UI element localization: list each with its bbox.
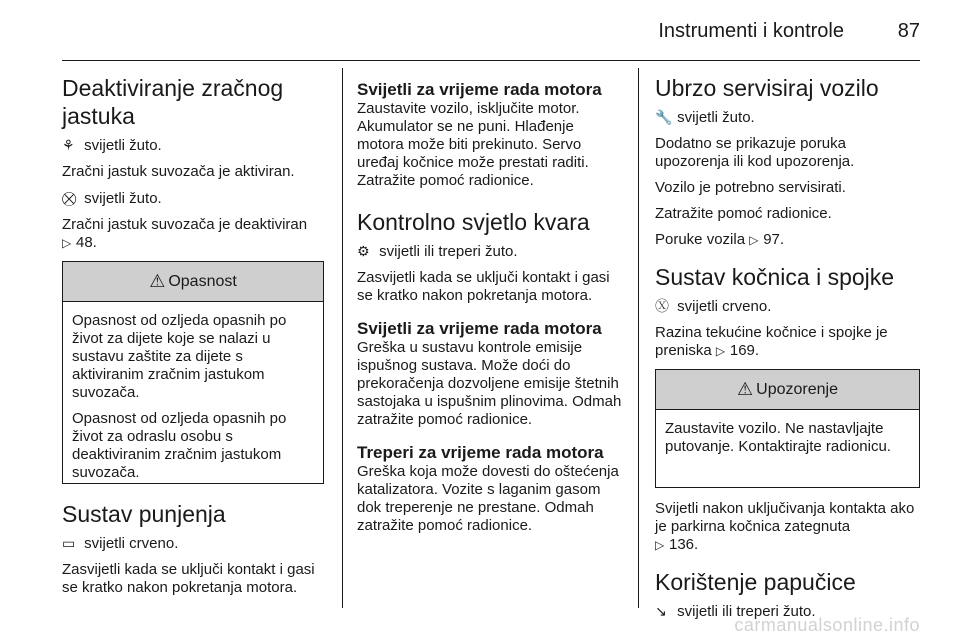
warning-box — [62, 261, 324, 484]
column-divider — [342, 68, 343, 608]
reference-arrow-icon: ▷ — [62, 236, 72, 250]
airbag-off-icon: ⛒ — [62, 190, 77, 206]
heading-malfunction-light: Kontrolno svjetlo kvara — [357, 209, 590, 235]
heading-service-soon: Ubrzo servisiraj vozilo — [655, 75, 879, 101]
warning-text: Opasnost od ozljeda opasnih po život za dijete koje se nalazi u sustavu zaštite za dijete s aktiviranim zračnim jastukom suvozača. — [72, 312, 287, 401]
page-reference[interactable]: 136. — [669, 536, 699, 553]
paragraph: ↘ svijetli ili treperi žuto. — [655, 603, 816, 620]
reference-arrow-icon: ▷ — [655, 538, 665, 552]
subheading: Treperi za vrijeme rada motora — [357, 443, 604, 462]
engine-icon: ⚙ — [357, 243, 370, 259]
paragraph: ⚙ svijetli ili treperi žuto. — [357, 243, 518, 260]
paragraph: Zasvijetli kada se uključi kontakt i gasi se kratko nakon pokretanja motora. — [357, 269, 610, 304]
section-title: Instrumenti i kontrole — [658, 20, 844, 42]
column-left — [62, 74, 324, 597]
caution-box-header — [656, 370, 919, 410]
paragraph: Zračni jastuk suvozača je deaktiviran ▷ 48. — [62, 216, 308, 251]
paragraph: Ⓧ svijetli crveno. — [655, 298, 772, 315]
reference-arrow-icon: ▷ — [715, 344, 726, 358]
heading-brake-clutch: Sustav kočnica i spojke — [655, 264, 895, 290]
warning-title: Opasnost — [168, 272, 237, 290]
page-reference[interactable]: 169. — [729, 342, 760, 359]
service-car-icon: 🔧 — [655, 109, 673, 125]
paragraph: Svijetli nakon uključivanja kontakta ako je parkirna kočnica zategnuta ▷ 136. — [655, 500, 915, 553]
paragraph: ▭ svijetli crveno. — [62, 535, 179, 552]
paragraph: Greška u sustavu kontrole emisije ispušnog sustava. Može doći do prekoračenja dozvoljene emisije štetnih sastojaka u ispušnim plinovima. Odmah zatražite pomoć radionice. — [357, 339, 622, 428]
reference-arrow-icon: ▷ — [749, 233, 759, 247]
paragraph: ⛒ svijetli žuto. — [62, 190, 162, 207]
heading-pedal-usage: Korištenje papučice — [655, 569, 856, 595]
warning-text: Opasnost od ozljeda opasnih po život za odraslu osobu s deaktiviranim zračnim jastukom suvozača. — [72, 410, 287, 481]
paragraph: Poruke vozila ▷ 97. — [655, 231, 785, 248]
paragraph: Zaustavite vozilo, isključite motor. Akumulator se ne puni. Hlađenje motora može biti prekinuto. Servo uređaj kočnice može prestati raditi. Zatražite pomoć radionice. — [357, 100, 589, 189]
page-number: 87 — [897, 20, 920, 42]
paragraph: Dodatno se prikazuje poruka upozorenja ili kod upozorenja. — [655, 135, 855, 170]
subheading: Svijetli za vrijeme rada motora — [357, 319, 602, 338]
warning-triangle-icon: ⚠ — [149, 271, 166, 291]
brake-icon: Ⓧ — [655, 298, 669, 314]
airbag-on-icon: ⚘ — [62, 137, 75, 153]
column-right — [655, 74, 920, 621]
heading-airbag-deactivation: Deaktiviranje zračnog jastuka — [62, 75, 284, 129]
paragraph: Greška koja može dovesti do oštećenja katalizatora. Vozite s laganim gasom dok treperenje ne prestane. Odmah zatražite pomoć radionice. — [357, 463, 619, 534]
battery-icon: ▭ — [62, 535, 76, 551]
paragraph: ⚘ svijetli žuto. — [62, 137, 162, 154]
page-header — [0, 0, 960, 62]
subheading: Svijetli za vrijeme rada motora — [357, 80, 602, 99]
warning-box-body — [63, 302, 323, 491]
paragraph: Zasvijetli kada se uključi kontakt i gasi se kratko nakon pokretanja motora. — [62, 561, 315, 596]
heading-charging-system: Sustav punjenja — [62, 501, 226, 527]
paragraph: Razina tekućine kočnice i spojke je preniska ▷ 169. — [655, 324, 888, 359]
page-reference[interactable]: 97. — [763, 231, 785, 248]
clutch-pedal-icon: ↘ — [655, 603, 667, 619]
warning-triangle-icon: ⚠ — [737, 379, 754, 399]
paragraph: Vozilo je potrebno servisirati. — [655, 179, 846, 196]
caution-box-body — [656, 410, 919, 465]
header-rule — [62, 60, 920, 61]
watermark: carmanualsonline.info — [734, 615, 920, 635]
paragraph: Zračni jastuk suvozača je aktiviran. — [62, 163, 295, 180]
caution-box — [655, 369, 920, 488]
caution-title: Upozorenje — [756, 380, 838, 398]
paragraph: Zatražite pomoć radionice. — [655, 205, 832, 222]
column-middle — [357, 74, 622, 535]
page-reference[interactable]: 48. — [76, 234, 97, 251]
warning-box-header — [63, 262, 323, 302]
column-divider — [638, 68, 639, 608]
paragraph: 🔧 svijetli žuto. — [655, 109, 755, 126]
caution-text: Zaustavite vozilo. Ne nastavljajte putovanje. Kontaktirajte radionicu. — [665, 420, 891, 455]
